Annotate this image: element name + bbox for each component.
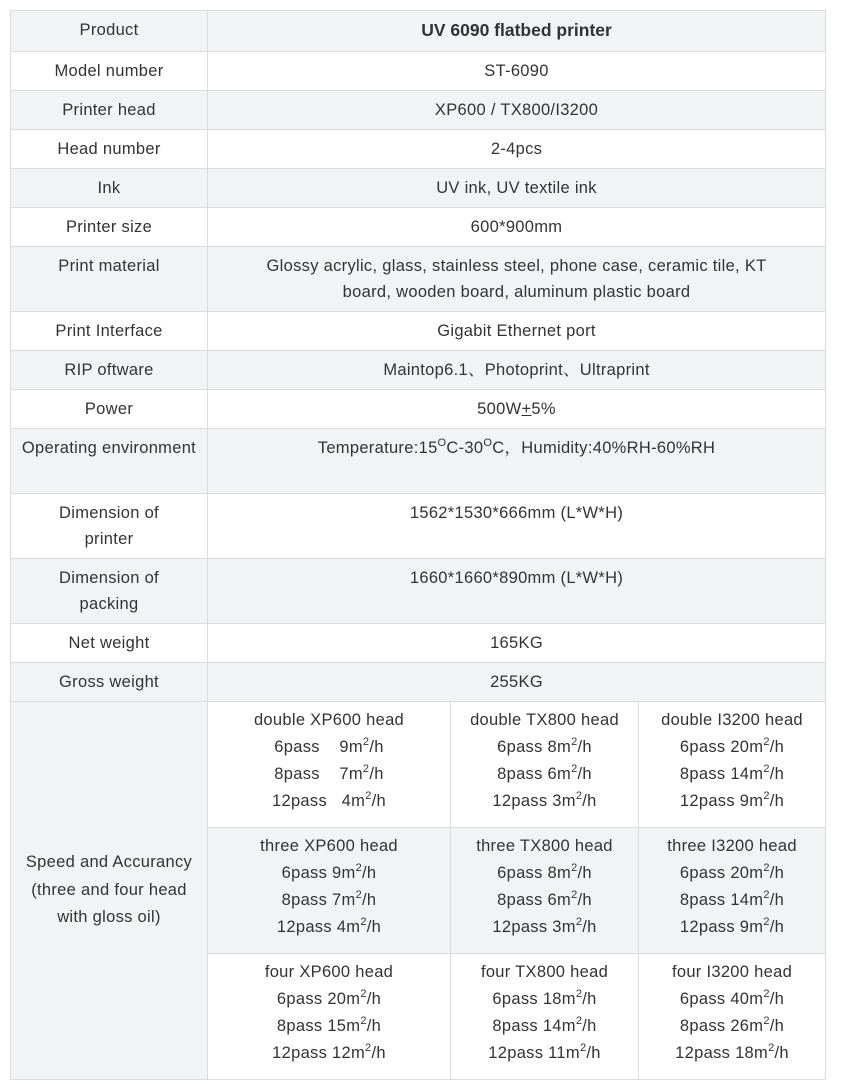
row-value: XP600 / TX800/I3200 (208, 91, 826, 130)
unit-per-hour: /h (769, 864, 785, 882)
speed-line (212, 860, 446, 887)
table-row (11, 247, 826, 312)
speed-value: 8 (547, 864, 558, 882)
table-row (11, 390, 826, 429)
unit-m: m (565, 1044, 580, 1062)
table-row (11, 91, 826, 130)
unit-m: m (346, 918, 361, 936)
pass-label: 12pass (492, 792, 553, 810)
pass-label: 6pass (276, 990, 328, 1008)
unit-per-hour: /h (577, 864, 592, 882)
speed-value: 9 (739, 918, 750, 936)
speed-value: 6 (547, 765, 558, 783)
speed-line (643, 986, 821, 1013)
pass-label: 12pass (276, 918, 337, 936)
speed-line (643, 761, 821, 788)
unit-exponent: 2 (360, 1015, 367, 1027)
speed-cell (451, 828, 639, 954)
table-row (11, 494, 826, 559)
pass-label: 12pass (679, 918, 740, 936)
table-row (11, 351, 826, 390)
row-label: Dimension of packing (11, 559, 208, 624)
speed-value: 26 (730, 1017, 750, 1035)
product-title: UV 6090 flatbed printer (208, 11, 826, 52)
row-label: Head number (11, 130, 208, 169)
speed-value: 9 (332, 864, 342, 882)
unit-exponent: 2 (355, 862, 362, 874)
speed-line (455, 1040, 634, 1067)
unit-m: m (749, 1017, 764, 1035)
speed-value: 18 (735, 1044, 755, 1062)
unit-exponent: 2 (763, 736, 770, 748)
speed-cell (208, 702, 451, 828)
speed-line (455, 761, 634, 788)
speed-line (643, 1013, 821, 1040)
row-value: Gigabit Ethernet port (208, 312, 826, 351)
unit-per-hour: /h (586, 1044, 601, 1062)
speed-value: 18 (542, 990, 562, 1008)
unit-m: m (749, 990, 764, 1008)
unit-exponent: 2 (763, 1015, 770, 1027)
speed-line (455, 986, 634, 1013)
unit-exponent: 2 (763, 790, 770, 802)
speed-head-title: four TX800 head (480, 963, 609, 981)
unit-m: m (557, 891, 572, 909)
pass-label: 8pass (497, 891, 548, 909)
unit-m: m (348, 738, 363, 756)
unit-m: m (561, 792, 576, 810)
unit-per-hour: /h (577, 765, 592, 783)
unit-exponent: 2 (362, 736, 370, 748)
unit-per-hour: /h (582, 990, 597, 1008)
speed-value: 9 (339, 738, 349, 756)
unit-m: m (749, 864, 764, 882)
speed-cell (208, 954, 451, 1080)
speed-value: 4 (336, 918, 347, 936)
speed-value: 3 (552, 792, 562, 810)
row-label: Model number (11, 52, 208, 91)
pass-label: 12pass (272, 1044, 333, 1062)
row-label: Printer size (11, 208, 208, 247)
unit-m: m (749, 738, 764, 756)
speed-value: 3 (552, 918, 562, 936)
pass-label: 6pass (492, 990, 543, 1008)
unit-exponent: 2 (362, 763, 370, 775)
unit-m: m (561, 990, 576, 1008)
speed-label: Speed and Accurancy (three and four head with gloss oil) (11, 702, 208, 1080)
power-tolerance: 5% (531, 400, 556, 418)
pass-label: 12pass (488, 1044, 549, 1062)
speed-value: 9 (739, 792, 750, 810)
unit-exponent: 2 (763, 763, 770, 775)
speed-head-title: double XP600 head (253, 711, 405, 729)
speed-line (643, 860, 821, 887)
speed-line (455, 914, 634, 941)
row-label: Operating environment (11, 429, 208, 494)
row-value: Glossy acrylic, glass, stainless steel, phone case, ceramic tile, KT board, wooden board, aluminum plastic board (208, 247, 826, 312)
unit-m: m (749, 792, 764, 810)
speed-cell (451, 702, 639, 828)
unit-exponent: 2 (763, 889, 770, 901)
unit-exponent: 2 (365, 1042, 372, 1054)
env-temp-label: Temperature:15 (317, 439, 438, 457)
speed-value: 40 (730, 990, 750, 1008)
unit-per-hour: /h (769, 990, 785, 1008)
unit-per-hour: /h (774, 1044, 789, 1062)
row-value: 1660*1660*890mm (L*W*H) (208, 559, 826, 624)
unit-m: m (341, 891, 356, 909)
table-row (11, 663, 826, 702)
speed-line (455, 1013, 634, 1040)
unit-per-hour: /h (582, 1017, 597, 1035)
pass-label: 6pass (497, 864, 548, 882)
unit-exponent: 2 (579, 1042, 587, 1054)
table-row (11, 130, 826, 169)
pass-label: 12pass (492, 918, 553, 936)
speed-line (643, 1040, 821, 1067)
speed-line (212, 761, 446, 788)
speed-line (455, 788, 634, 815)
unit-m: m (348, 765, 363, 783)
pass-label: 8pass (274, 765, 340, 783)
speed-value: 14 (730, 765, 750, 783)
speed-head-title: four I3200 head (671, 963, 793, 981)
speed-head-title: double I3200 head (661, 711, 803, 729)
row-value: 1562*1530*666mm (L*W*H) (208, 494, 826, 559)
header-label: Product (11, 11, 208, 52)
power-watts: 500W (477, 400, 522, 418)
table-row (11, 559, 826, 624)
unit-exponent: 2 (768, 1042, 775, 1054)
speed-value: 15 (327, 1017, 347, 1035)
speed-cell (639, 828, 826, 954)
row-value: 165KG (208, 624, 826, 663)
unit-exponent: 2 (571, 763, 578, 775)
row-label: Dimension of printer (11, 494, 208, 559)
table-row (11, 208, 826, 247)
speed-line (643, 887, 821, 914)
unit-m: m (557, 765, 572, 783)
speed-cell (639, 954, 826, 1080)
table-row (11, 624, 826, 663)
speed-line (212, 887, 446, 914)
unit-per-hour: /h (577, 738, 592, 756)
speed-value: 6 (547, 891, 558, 909)
speed-head-title: three TX800 head (476, 837, 613, 855)
spec-table (10, 10, 826, 1080)
table-row (11, 312, 826, 351)
speed-line (212, 914, 446, 941)
row-value: 2-4pcs (208, 130, 826, 169)
speed-value: 12 (332, 1044, 351, 1062)
row-label: Power (11, 390, 208, 429)
pass-label: 6pass (679, 864, 731, 882)
unit-per-hour: /h (582, 918, 597, 936)
speed-line (212, 788, 446, 815)
speed-head-title: three XP600 head (260, 837, 398, 855)
unit-per-hour: /h (769, 1017, 785, 1035)
degree-mark: O (483, 437, 493, 449)
speed-row (11, 702, 826, 828)
speed-line (643, 788, 821, 815)
unit-per-hour: /h (366, 990, 382, 1008)
row-label: Print Interface (11, 312, 208, 351)
unit-exponent: 2 (355, 889, 362, 901)
unit-exponent: 2 (763, 862, 770, 874)
speed-cell (639, 702, 826, 828)
unit-per-hour: /h (371, 1044, 386, 1062)
unit-exponent: 2 (575, 1015, 583, 1027)
unit-per-hour: /h (582, 792, 597, 810)
speed-value: 20 (327, 990, 347, 1008)
row-value (208, 429, 826, 494)
speed-cell (208, 828, 451, 954)
speed-value: 20 (730, 864, 750, 882)
row-label: Ink (11, 169, 208, 208)
table-header-row (11, 11, 826, 52)
unit-m: m (561, 1017, 576, 1035)
unit-m: m (749, 765, 764, 783)
unit-exponent: 2 (571, 862, 578, 874)
speed-line (455, 860, 634, 887)
unit-m: m (341, 864, 356, 882)
pass-label: 6pass (274, 738, 340, 756)
unit-m: m (749, 891, 764, 909)
speed-value: 11 (548, 1044, 566, 1062)
pass-label: 6pass (281, 864, 333, 882)
unit-per-hour: /h (769, 765, 785, 783)
pass-label: 8pass (276, 1017, 328, 1035)
unit-per-hour: /h (769, 792, 785, 810)
unit-exponent: 2 (575, 790, 583, 802)
unit-m: m (561, 918, 576, 936)
speed-value: 20 (730, 738, 750, 756)
unit-exponent: 2 (763, 916, 770, 928)
row-value: UV ink, UV textile ink (208, 169, 826, 208)
row-label: Net weight (11, 624, 208, 663)
speed-value: 14 (542, 1017, 562, 1035)
row-value: Maintop6.1、Photoprint、Ultraprint (208, 351, 826, 390)
unit-m: m (351, 1044, 366, 1062)
speed-value: 8 (547, 738, 558, 756)
pass-label: 12pass (272, 792, 342, 810)
unit-m: m (557, 864, 572, 882)
env-temp-range: C-30 (446, 439, 484, 457)
unit-exponent: 2 (360, 916, 367, 928)
speed-line (455, 734, 634, 761)
speed-line (455, 887, 634, 914)
unit-m: m (749, 918, 764, 936)
pass-label: 8pass (281, 891, 333, 909)
speed-cell (451, 954, 639, 1080)
speed-line (212, 1013, 446, 1040)
unit-per-hour: /h (362, 891, 377, 909)
unit-exponent: 2 (571, 736, 578, 748)
row-label: Gross weight (11, 663, 208, 702)
row-value (208, 390, 826, 429)
unit-m: m (351, 792, 366, 810)
speed-line (212, 734, 446, 761)
row-value: 600*900mm (208, 208, 826, 247)
pass-label: 8pass (497, 765, 548, 783)
speed-value: 14 (730, 891, 750, 909)
unit-per-hour: /h (366, 918, 382, 936)
speed-head-title: four XP600 head (264, 963, 394, 981)
speed-line (643, 734, 821, 761)
speed-line (643, 914, 821, 941)
table-row (11, 429, 826, 494)
unit-per-hour: /h (769, 738, 785, 756)
pass-label: 8pass (679, 1017, 731, 1035)
unit-exponent: 2 (575, 916, 583, 928)
row-label: Print material (11, 247, 208, 312)
row-value: ST-6090 (208, 52, 826, 91)
unit-m: m (557, 738, 572, 756)
unit-exponent: 2 (571, 889, 578, 901)
unit-m: m (346, 990, 361, 1008)
unit-exponent: 2 (365, 790, 372, 802)
pass-label: 6pass (679, 990, 731, 1008)
row-label: RIP oftware (11, 351, 208, 390)
degree-mark: O (437, 437, 447, 449)
pass-label: 6pass (679, 738, 731, 756)
pass-label: 8pass (492, 1017, 543, 1035)
speed-line (212, 1040, 446, 1067)
plus-minus-sign: + (521, 400, 532, 418)
pass-label: 6pass (497, 738, 548, 756)
unit-per-hour: /h (577, 891, 592, 909)
speed-line (212, 986, 446, 1013)
unit-m: m (346, 1017, 361, 1035)
row-value: 255KG (208, 663, 826, 702)
unit-m: m (754, 1044, 769, 1062)
env-humidity: C，Humidity:40%RH-60%RH (492, 439, 716, 457)
speed-head-title: three I3200 head (667, 837, 797, 855)
pass-label: 8pass (679, 891, 731, 909)
pass-label: 12pass (675, 1044, 736, 1062)
unit-exponent: 2 (360, 988, 367, 1000)
unit-per-hour: /h (366, 1017, 382, 1035)
speed-value: 4 (341, 792, 352, 810)
unit-per-hour: /h (769, 918, 785, 936)
pass-label: 12pass (679, 792, 740, 810)
unit-exponent: 2 (575, 988, 583, 1000)
unit-per-hour: /h (369, 765, 384, 783)
table-row (11, 169, 826, 208)
unit-per-hour: /h (371, 792, 386, 810)
speed-value: 7 (339, 765, 349, 783)
speed-head-title: double TX800 head (470, 711, 619, 729)
unit-exponent: 2 (763, 988, 770, 1000)
pass-label: 8pass (679, 765, 731, 783)
unit-per-hour: /h (362, 864, 377, 882)
unit-per-hour: /h (369, 738, 384, 756)
unit-per-hour: /h (769, 891, 785, 909)
row-label: Printer head (11, 91, 208, 130)
table-row (11, 52, 826, 91)
speed-value: 7 (332, 891, 342, 909)
